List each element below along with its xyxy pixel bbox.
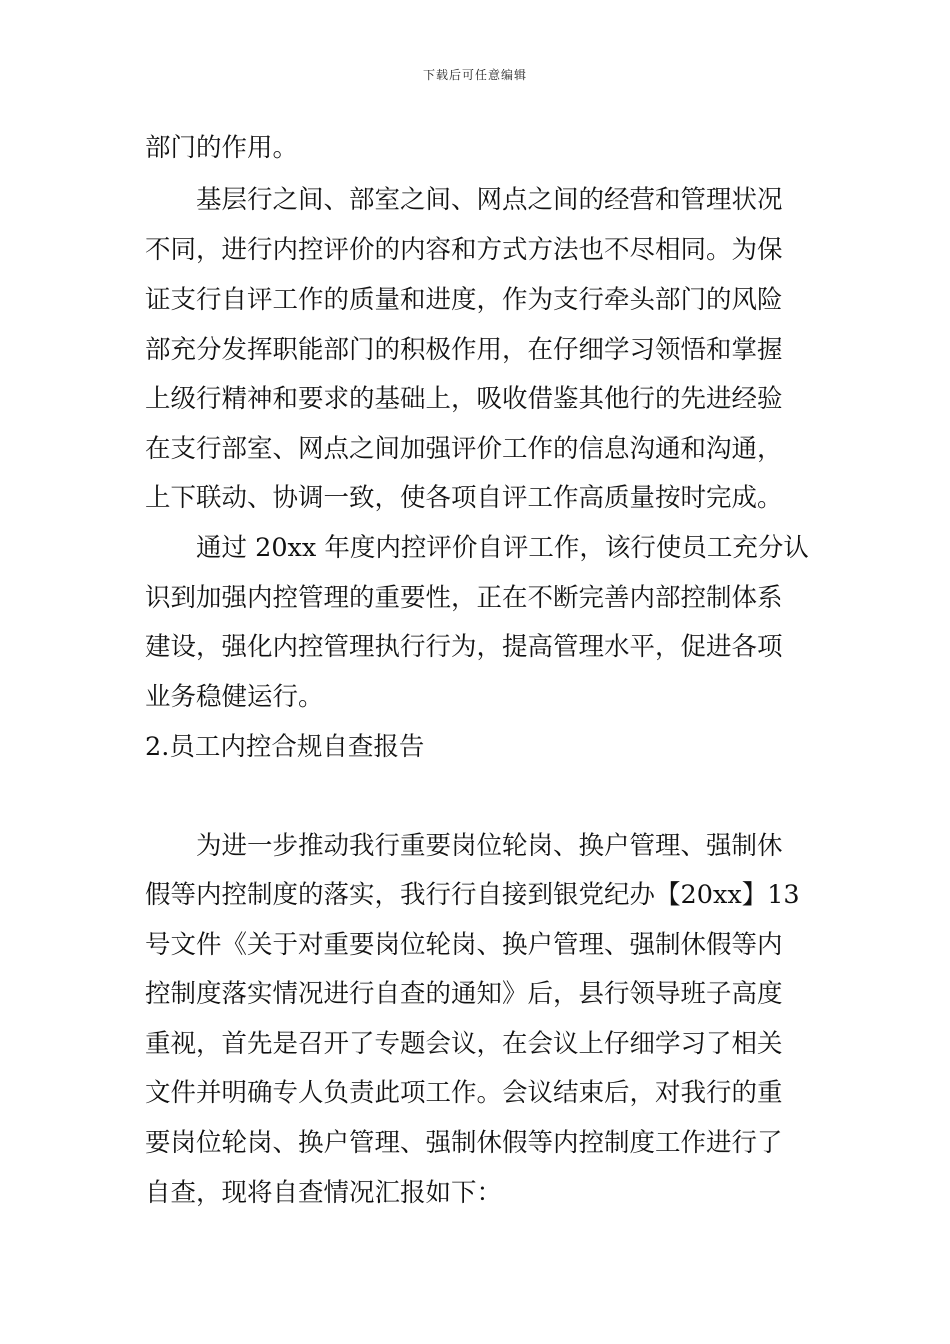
text-line: 控制度落实情况进行自查的通知》后，县行领导班子高度 xyxy=(145,979,783,1009)
text-line: 建设，强化内控管理执行行为，提高管理水平，促进各项 xyxy=(145,632,783,662)
text-line: 在支行部室、网点之间加强评价工作的信息沟通和沟通， xyxy=(145,434,783,464)
text-line: 自查，现将自查情况汇报如下： xyxy=(145,1178,503,1208)
text-line: 要岗位轮岗、换户管理、强制休假等内控制度工作进行了 xyxy=(145,1128,783,1158)
section-heading: 2.员工内控合规自查报告 xyxy=(145,732,425,762)
text-line: 上下联动、协调一致，使各项自评工作高质量按时完成。 xyxy=(145,483,783,513)
text-line: 号文件《关于对重要岗位轮岗、换户管理、强制休假等内 xyxy=(145,930,783,960)
text-line: 证支行自评工作的质量和进度，作为支行牵头部门的风险 xyxy=(145,285,783,315)
text-line: 识到加强内控管理的重要性，正在不断完善内部控制体系 xyxy=(145,583,783,613)
text-line: 假等内控制度的落实，我行行自接到银党纪办【20xx】13 xyxy=(145,880,800,910)
text-line: 文件并明确专人负责此项工作。会议结束后，对我行的重 xyxy=(145,1078,783,1108)
text-line: 上级行精神和要求的基础上，吸收借鉴其他行的先进经验 xyxy=(145,384,783,414)
text-line: 通过 20xx 年度内控评价自评工作，该行使员工充分认 xyxy=(196,533,809,563)
text-line: 部充分发挥职能部门的积极作用，在仔细学习领悟和掌握 xyxy=(145,335,783,365)
text-line: 部门的作用。 xyxy=(145,133,299,163)
text-line: 不同，进行内控评价的内容和方式方法也不尽相同。为保 xyxy=(145,235,783,265)
page-header: 下载后可任意编辑 xyxy=(422,68,527,82)
text-line: 重视，首先是召开了专题会议，在会议上仔细学习了相关 xyxy=(145,1029,783,1059)
text-line: 基层行之间、部室之间、网点之间的经营和管理状况 xyxy=(196,185,783,215)
text-line: 业务稳健运行。 xyxy=(145,682,324,712)
text-line: 为进一步推动我行重要岗位轮岗、换户管理、强制休 xyxy=(196,831,783,861)
